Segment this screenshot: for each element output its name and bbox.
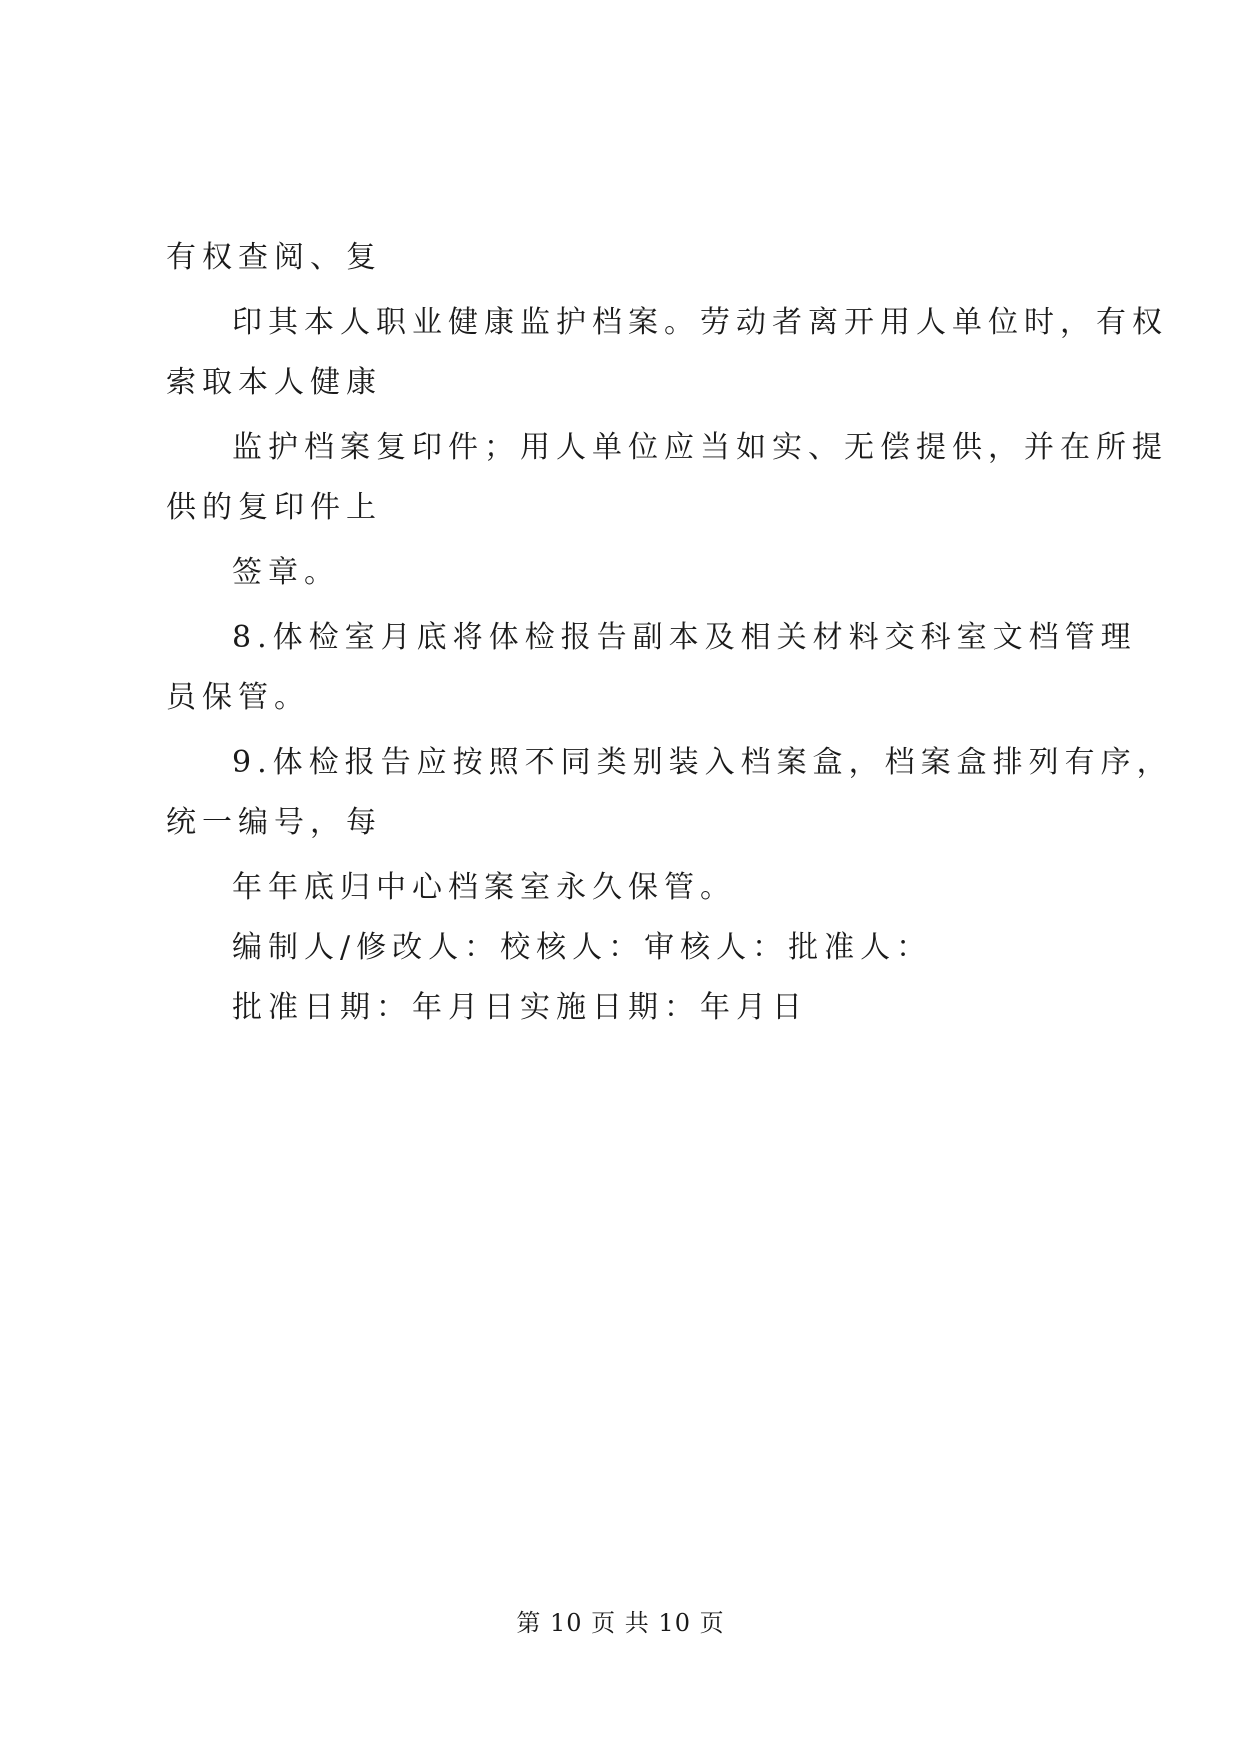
- paragraph-line: 印其本人职业健康监护档案。劳动者离开用人单位时，有权: [232, 305, 1168, 340]
- paragraph-line: 签章。: [232, 555, 340, 590]
- paragraph-line: 索取本人健康: [166, 365, 382, 400]
- paragraph-line: 9.体检报告应按照不同类别装入档案盒，档案盒排列有序，: [232, 745, 1173, 780]
- paragraph-line: 监护档案复印件；用人单位应当如实、无偿提供，并在所提: [232, 430, 1168, 465]
- paragraph-line: 统一编号，每: [166, 805, 382, 840]
- paragraph-line: 年年底归中心档案室永久保管。: [232, 870, 736, 905]
- paragraph-line: 员保管。: [166, 680, 310, 715]
- date-line: 批准日期：年月日实施日期：年月日: [232, 990, 808, 1025]
- page-footer: 第 10 页 共 10 页: [516, 1609, 725, 1637]
- paragraph-line: 8.体检室月底将体检报告副本及相关材料交科室文档管理: [232, 620, 1137, 655]
- paragraph-line: 有权查阅、复: [166, 240, 382, 275]
- signature-line: 编制人/修改人：校核人：审核人：批准人：: [232, 930, 933, 965]
- paragraph-line: 供的复印件上: [166, 490, 382, 525]
